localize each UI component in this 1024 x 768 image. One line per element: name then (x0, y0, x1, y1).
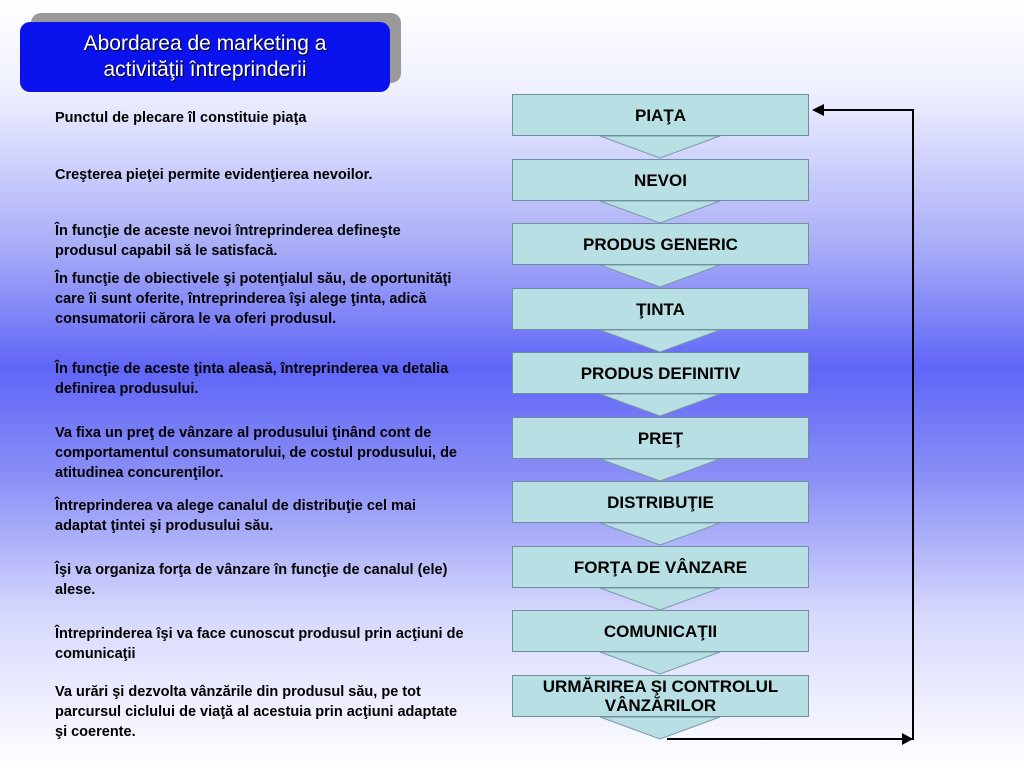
paragraph-market: Punctul de plecare îl constituie piaţa (55, 110, 307, 126)
flow-step-price: PREŢ (512, 417, 809, 459)
flow-step-needs: NEVOI (512, 159, 809, 201)
chevron-arrow-2 (600, 201, 720, 223)
title-line-1: Abordarea de marketing a (83, 32, 327, 55)
paragraph-needs: Creşterea pieţei permite evidenţierea nevoilor. (55, 167, 373, 183)
feedback-arrow-left-icon (812, 104, 824, 116)
flow-step-communication: COMUNICAŢII (512, 610, 809, 652)
chevron-arrow-4 (600, 330, 720, 352)
title-line-2: activităţii întreprinderii (103, 58, 307, 81)
paragraph-price: Va fixa un preţ de vânzare al produsului ţinând cont de comportamentul consumatorului, de costul produsului, de atitudinea concurenţilor. (55, 425, 457, 481)
chevron-arrow-9 (600, 652, 720, 674)
chevron-arrow-7 (600, 523, 720, 545)
paragraph-generic-product: În funcţie de aceste nevoi întreprinderea defineşte produsul capabil să le satisfacă. (55, 223, 401, 259)
chevron-arrow-1 (600, 136, 720, 158)
paragraph-sales-force: Îşi va organiza forţa de vânzare în funcţie de canalul (ele) alese. (55, 562, 448, 598)
flow-step-definitive-product: PRODUS DEFINITIV (512, 352, 809, 394)
chevron-arrow-8 (600, 588, 720, 610)
flow-step-target: ŢINTA (512, 288, 809, 330)
flow-step-market: PIAŢA (512, 94, 809, 136)
flow-step-sales-control: URMĂRIREA ŞI CONTROLUL VÂNZĂRILOR (512, 675, 809, 717)
slide-title (20, 22, 390, 92)
paragraph-target: În funcţie de obiectivele şi potenţialul său, de oportunităţi care îi sunt oferite, întreprinderea îşi alege ţinta, adică consumatorii cărora le va oferi produsul. (55, 271, 452, 327)
paragraph-follow-up: Va urări şi dezvolta vânzările din produsul său, pe tot parcursul ciclului de viaţă al acestuia prin acţiuni adaptate şi coerente. (55, 684, 458, 740)
chevron-arrow-6 (600, 459, 720, 481)
chevron-arrow-3 (600, 265, 720, 287)
paragraph-communication: Întreprinderea îşi va face cunoscut produsul prin acţiuni de comunicaţii (55, 626, 464, 662)
feedback-arrow-right-icon (902, 733, 913, 745)
paragraph-definitive-product: În funcţie de aceste ţinta aleasă, întreprinderea va detalia definirea produsului. (55, 361, 449, 397)
flow-step-generic-product: PRODUS GENERIC (512, 223, 809, 265)
flow-step-distribution: DISTRIBUŢIE (512, 481, 809, 523)
chevron-arrow-5 (600, 394, 720, 416)
paragraph-distribution: Întreprinderea va alege canalul de distribuţie cel mai adaptat ţintei şi produsului său. (55, 498, 417, 534)
chevron-arrow-10 (600, 717, 720, 739)
flow-step-sales-force: FORŢA DE VÂNZARE (512, 546, 809, 588)
